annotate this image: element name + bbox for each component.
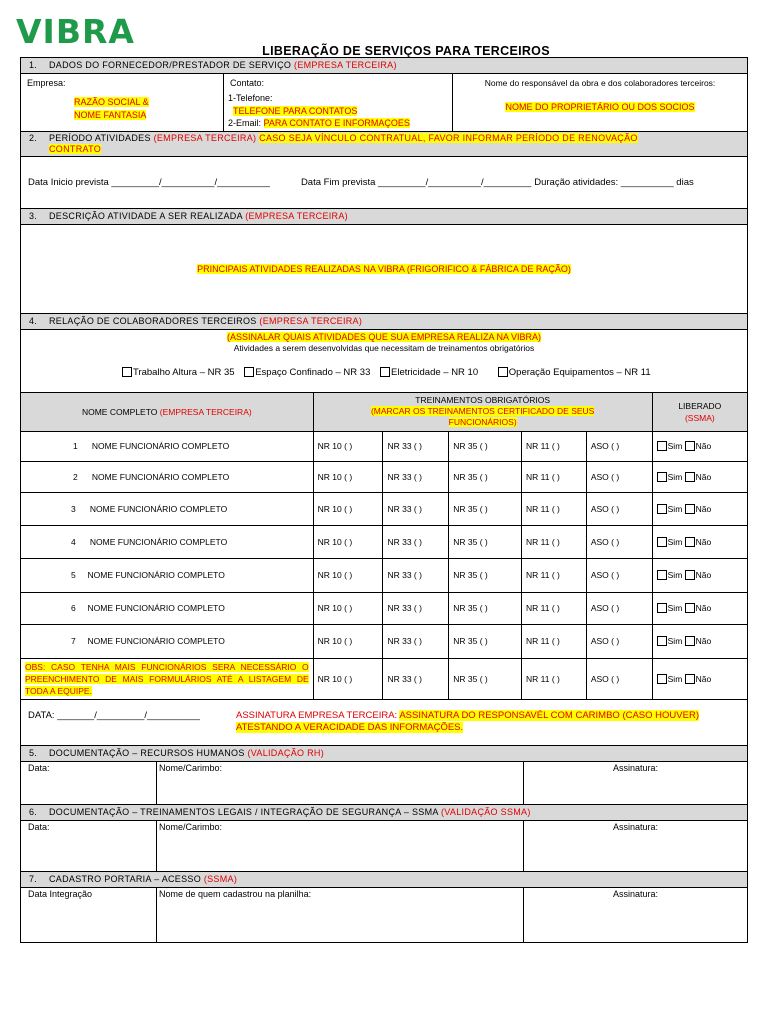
obs-note-cell bbox=[21, 658, 313, 699]
nr33-cell[interactable]: NR 33 ( ) bbox=[383, 658, 449, 699]
nr33-cell[interactable]: NR 33 ( ) bbox=[383, 624, 449, 658]
responsavel-label: Nome do responsável da obra e dos colaboradores terceiros: bbox=[484, 78, 716, 88]
employee-name-cell[interactable]: 1 NOME FUNCIONÁRIO COMPLETO bbox=[21, 431, 313, 461]
nao-checkbox[interactable] bbox=[685, 537, 695, 547]
col-nome-header: NOME COMPLETO (EMPRESA TERCEIRA) bbox=[21, 393, 313, 431]
empresa-value-2: NOME FANTASIA bbox=[74, 110, 147, 120]
liberado-cell: Sim Não bbox=[652, 624, 747, 658]
nr33-cell[interactable]: NR 33 ( ) bbox=[383, 492, 449, 525]
sim-checkbox[interactable] bbox=[657, 441, 667, 451]
nr11-cell[interactable]: NR 11 ( ) bbox=[522, 492, 587, 525]
nr10-cell[interactable]: NR 10 ( ) bbox=[313, 592, 383, 624]
col-liberado-header: LIBERADO (SSMA) bbox=[652, 393, 747, 431]
activity-altura[interactable]: Trabalho Altura – NR 35 bbox=[122, 367, 235, 378]
employee-name-cell[interactable]: 5 NOME FUNCIONÁRIO COMPLETO bbox=[21, 558, 313, 592]
empresa-cell[interactable] bbox=[21, 74, 224, 131]
responsavel-value: NOME DO PROPRIETÁRIO OU DOS SOCIOS bbox=[505, 102, 695, 112]
sim-checkbox[interactable] bbox=[657, 636, 667, 646]
liberado-cell: Sim Não bbox=[652, 658, 747, 699]
sim-checkbox[interactable] bbox=[657, 603, 667, 613]
aso-cell[interactable]: ASO ( ) bbox=[586, 658, 652, 699]
rh-assinatura-field[interactable]: Assinatura: bbox=[612, 762, 659, 773]
sim-checkbox[interactable] bbox=[657, 674, 667, 684]
activity-confinado[interactable]: Espaço Confinado – NR 33 bbox=[244, 367, 370, 378]
col-treinamentos-header: TREINAMENTOS OBRIGATÓRIOS (MARCAR OS TREINAMENTOS CERTIFICADO DE SEUS FUNCIONÁRIOS) bbox=[313, 393, 652, 431]
rh-data-field[interactable]: Data: bbox=[21, 762, 157, 804]
email-value: PARA CONTATO E INFORMAÇOES bbox=[263, 118, 410, 128]
contato-label: Contato: bbox=[230, 78, 265, 88]
activity-eletricidade[interactable]: Eletricidade – NR 10 bbox=[380, 367, 478, 378]
aso-cell[interactable]: ASO ( ) bbox=[586, 431, 652, 461]
employee-name-cell[interactable]: 6 NOME FUNCIONÁRIO COMPLETO bbox=[21, 592, 313, 624]
rh-validation-row bbox=[21, 762, 747, 805]
checkbox[interactable] bbox=[244, 367, 254, 377]
nao-checkbox[interactable] bbox=[685, 504, 695, 514]
empresa-label: Empresa: bbox=[27, 78, 66, 88]
table-row bbox=[21, 624, 747, 658]
nr11-cell[interactable]: NR 11 ( ) bbox=[522, 624, 587, 658]
assinatura-label: ASSINATURA EMPRESA TERCEIRA: bbox=[236, 709, 398, 721]
responsavel-cell[interactable] bbox=[453, 74, 747, 131]
portaria-data-field[interactable]: Data Integração bbox=[21, 888, 157, 942]
ssma-nome-field[interactable]: Nome/Carimbo: bbox=[157, 821, 524, 871]
nr35-cell[interactable]: NR 35 ( ) bbox=[449, 592, 522, 624]
rh-nome-field[interactable]: Nome/Carimbo: bbox=[157, 762, 524, 804]
portaria-assinatura-field[interactable]: Assinatura: bbox=[612, 888, 659, 899]
nr10-cell[interactable]: NR 10 ( ) bbox=[313, 525, 383, 558]
section-1-header: 1. DADOS DO FORNECEDOR/PRESTADOR DE SERVIÇO (EMPRESA TERCEIRA) bbox=[21, 58, 747, 74]
nr35-cell[interactable]: NR 35 ( ) bbox=[449, 431, 522, 461]
activity-description[interactable] bbox=[21, 225, 747, 314]
nao-checkbox[interactable] bbox=[685, 603, 695, 613]
liberado-cell: Sim Não bbox=[652, 525, 747, 558]
nr33-cell[interactable]: NR 33 ( ) bbox=[383, 558, 449, 592]
nr10-cell[interactable]: NR 10 ( ) bbox=[313, 431, 383, 461]
nr11-cell[interactable]: NR 11 ( ) bbox=[522, 558, 587, 592]
checkbox[interactable] bbox=[498, 367, 508, 377]
nr10-cell[interactable]: NR 10 ( ) bbox=[313, 461, 383, 492]
employee-name-cell[interactable]: 2 NOME FUNCIONÁRIO COMPLETO bbox=[21, 461, 313, 492]
table-row bbox=[21, 525, 747, 558]
employee-name-cell[interactable]: 3 NOME FUNCIONÁRIO COMPLETO bbox=[21, 492, 313, 525]
email-label: 2-Email: bbox=[228, 118, 262, 128]
ssma-assinatura-field[interactable]: Assinatura: bbox=[612, 821, 659, 832]
duracao-field[interactable]: Duração atividades: __________ dias bbox=[534, 177, 694, 188]
checkbox[interactable] bbox=[122, 367, 132, 377]
liberado-cell: Sim Não bbox=[652, 592, 747, 624]
nr11-cell[interactable]: NR 11 ( ) bbox=[522, 525, 587, 558]
data-fim-field[interactable]: Data Fim prevista _________/__________/_________ bbox=[300, 177, 532, 188]
nr35-cell[interactable]: NR 35 ( ) bbox=[449, 492, 522, 525]
aso-cell[interactable]: ASO ( ) bbox=[586, 592, 652, 624]
contato-cell[interactable] bbox=[224, 74, 453, 131]
section-7-header: 7. CADASTRO PORTARIA – ACESSO (SSMA) bbox=[21, 872, 747, 888]
sim-checkbox[interactable] bbox=[657, 472, 667, 482]
section-6-header: 6. DOCUMENTAÇÃO – TREINAMENTOS LEGAIS / INTEGRAÇÃO DE SEGURANÇA – SSMA (VALIDAÇÃO SSMA) bbox=[21, 805, 747, 821]
portaria-nome-field[interactable]: Nome de quem cadastrou na planilha: bbox=[157, 888, 524, 942]
telefone-label: 1-Telefone: bbox=[228, 93, 273, 103]
nr11-cell[interactable]: NR 11 ( ) bbox=[522, 592, 587, 624]
activity-equipamentos[interactable]: Operação Equipamentos – NR 11 bbox=[498, 367, 651, 378]
aso-cell[interactable]: ASO ( ) bbox=[586, 492, 652, 525]
nr10-cell[interactable]: NR 10 ( ) bbox=[313, 492, 383, 525]
ssma-validation-row bbox=[21, 821, 747, 872]
nr11-cell[interactable]: NR 11 ( ) bbox=[522, 461, 587, 492]
vibra-logo: VIBRA bbox=[16, 12, 135, 51]
data-field[interactable]: DATA: _______/_________/__________ bbox=[28, 709, 200, 721]
activity-description-text: PRINCIPAIS ATIVIDADES REALIZADAS NA VIBRA (FRIGORIFICO & FÁBRICA DE RAÇÃO) bbox=[197, 264, 571, 274]
nao-checkbox[interactable] bbox=[685, 441, 695, 451]
release-form bbox=[20, 57, 748, 943]
assinatura-block[interactable] bbox=[228, 700, 747, 745]
table-row bbox=[21, 492, 747, 525]
employee-name-cell[interactable]: 4 NOME FUNCIONÁRIO COMPLETO bbox=[21, 525, 313, 558]
ssma-data-field[interactable]: Data: bbox=[21, 821, 157, 871]
table-row bbox=[21, 592, 747, 624]
portaria-row bbox=[21, 888, 747, 942]
nao-checkbox[interactable] bbox=[685, 674, 695, 684]
data-inicio-field[interactable]: Data Inicio prevista _________/__________/__________ bbox=[28, 177, 270, 188]
checkbox[interactable] bbox=[380, 367, 390, 377]
nr33-cell[interactable]: NR 33 ( ) bbox=[383, 525, 449, 558]
table-row bbox=[21, 431, 747, 461]
nr33-cell[interactable]: NR 33 ( ) bbox=[383, 461, 449, 492]
nr33-cell[interactable]: NR 33 ( ) bbox=[383, 592, 449, 624]
aso-cell[interactable]: ASO ( ) bbox=[586, 624, 652, 658]
sim-checkbox[interactable] bbox=[657, 570, 667, 580]
nao-checkbox[interactable] bbox=[685, 570, 695, 580]
telefone-value: TELEFONE PARA CONTATOS bbox=[233, 105, 358, 116]
form-title: LIBERAÇÃO DE SERVIÇOS PARA TERCEIROS bbox=[262, 44, 550, 58]
nr11-cell[interactable]: NR 11 ( ) bbox=[522, 431, 587, 461]
signature-row bbox=[21, 700, 747, 746]
section-3-header: 3. DESCRIÇÃO ATIVIDADE A SER REALIZADA (EMPRESA TERCEIRA) bbox=[21, 209, 747, 225]
employees-table bbox=[21, 393, 747, 700]
activity-checkboxes bbox=[122, 367, 651, 378]
nr10-cell[interactable]: NR 10 ( ) bbox=[313, 624, 383, 658]
nr11-cell[interactable]: NR 11 ( ) bbox=[522, 658, 587, 699]
liberado-cell: Sim Não bbox=[652, 492, 747, 525]
employees-table-header bbox=[21, 393, 747, 431]
table-row bbox=[21, 461, 747, 492]
nr35-cell[interactable]: NR 35 ( ) bbox=[449, 525, 522, 558]
nr35-cell[interactable]: NR 35 ( ) bbox=[449, 461, 522, 492]
nao-checkbox[interactable] bbox=[685, 636, 695, 646]
nr35-cell[interactable]: NR 35 ( ) bbox=[449, 624, 522, 658]
employee-name-cell[interactable]: 7 NOME FUNCIONÁRIO COMPLETO bbox=[21, 624, 313, 658]
nao-checkbox[interactable] bbox=[685, 472, 695, 482]
table-row bbox=[21, 558, 747, 592]
liberado-cell: Sim Não bbox=[652, 461, 747, 492]
liberado-cell: Sim Não bbox=[652, 431, 747, 461]
nr10-cell[interactable]: NR 10 ( ) bbox=[313, 658, 383, 699]
sim-checkbox[interactable] bbox=[657, 537, 667, 547]
section-2-header: 2. PERÍODO ATIVIDADES (EMPRESA TERCEIRA) CASO SEJA VÍNCULO CONTRATUAL, FAVOR INFORMAR PERÍODO DE RENOVAÇÃO CONTRATO bbox=[21, 132, 747, 157]
aso-cell[interactable]: ASO ( ) bbox=[586, 461, 652, 492]
activities-instruction: (ASSINALAR QUAIS ATIVIDADES QUE SUA EMPRESA REALIZA NA VIBRA) bbox=[227, 332, 541, 342]
obs-note: OBS: CASO TENHA MAIS FUNCIONÁRIOS SERA NECESSÁRIO O PREENCHIMENTO DE MAIS FORMULÁRIOS ATÉ A LISTAGEM DE TODA A EQUIPE. bbox=[25, 661, 309, 696]
aso-cell[interactable]: ASO ( ) bbox=[586, 525, 652, 558]
activities-block bbox=[21, 330, 747, 393]
activities-subtitle: Atividades a serem desenvolvidas que necessitam de treinamentos obrigatórios bbox=[233, 343, 535, 353]
nr35-cell[interactable]: NR 35 ( ) bbox=[449, 658, 522, 699]
empresa-value-1: RAZÃO SOCIAL & bbox=[74, 97, 149, 107]
period-row bbox=[21, 157, 747, 209]
supplier-data-row bbox=[21, 74, 747, 132]
nr35-cell[interactable]: NR 35 ( ) bbox=[449, 558, 522, 592]
nr33-cell[interactable]: NR 33 ( ) bbox=[383, 431, 449, 461]
assinatura-note: ASSINATURA DO RESPONSAVÉL COM CARIMBO (CASO HOUVER) ATESTANDO A VERACIDADE DAS INFORMAÇÕES. bbox=[236, 709, 699, 733]
table-row bbox=[21, 658, 747, 699]
section-5-header: 5. DOCUMENTAÇÃO – RECURSOS HUMANOS (VALIDAÇÃO RH) bbox=[21, 746, 747, 762]
nr10-cell[interactable]: NR 10 ( ) bbox=[313, 558, 383, 592]
aso-cell[interactable]: ASO ( ) bbox=[586, 558, 652, 592]
liberado-cell: Sim Não bbox=[652, 558, 747, 592]
section-4-header: 4. RELAÇÃO DE COLABORADORES TERCEIROS (EMPRESA TERCEIRA) bbox=[21, 314, 747, 330]
sim-checkbox[interactable] bbox=[657, 504, 667, 514]
